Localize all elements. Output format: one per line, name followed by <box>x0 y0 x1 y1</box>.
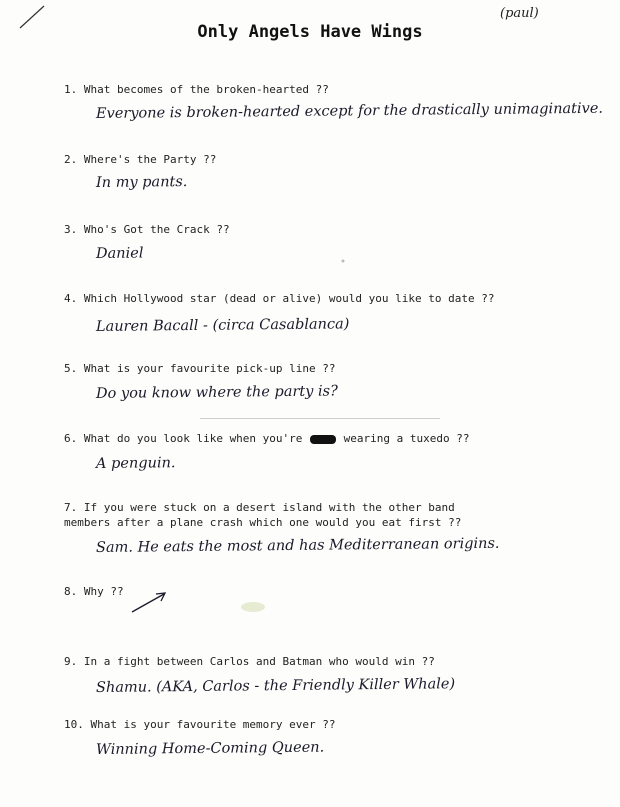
arrow-icon <box>128 588 172 616</box>
answer-5: Do you know where the party is? <box>95 383 338 402</box>
paper-speck <box>340 258 346 264</box>
answer-9: Shamu. (AKA, Carlos - the Friendly Killer Whale) <box>95 676 456 696</box>
question-3: 3. Who's Got the Crack ?? <box>64 223 230 236</box>
question-6-text-end: wearing a tuxedo ?? <box>343 432 470 445</box>
question-1: 1. What becomes of the broken-hearted ?? <box>64 83 329 96</box>
question-8: 8. Why ?? <box>64 585 124 598</box>
answer-4: Lauren Bacall - (circa Casablanca) <box>95 316 350 335</box>
question-6 <box>64 431 584 446</box>
question-10: 10. What is your favourite memory ever ?? <box>64 718 336 731</box>
question-4: 4. Which Hollywood star (dead or alive) would you like to date ?? <box>64 292 495 305</box>
answer-6: A penguin. <box>95 455 176 472</box>
answer-2: In my pants. <box>95 174 188 191</box>
question-9: 9. In a fight between Carlos and Batman who would win ?? <box>64 655 435 668</box>
question-6-text-start: 6. What do you look like when you're <box>64 432 303 445</box>
answer-1: Everyone is broken-hearted except for the drastically unimaginative. <box>95 100 604 122</box>
divider-line <box>200 418 440 419</box>
question-5: 5. What is your favourite pick-up line ?? <box>64 362 336 375</box>
paper-stain <box>238 600 268 614</box>
answer-10: Winning Home-Coming Queen. <box>95 739 325 758</box>
handwritten-name-note: (paul) <box>500 6 539 21</box>
question-2: 2. Where's the Party ?? <box>64 153 217 166</box>
answer-3: Daniel <box>95 245 144 262</box>
answer-7: Sam. He eats the most and has Mediterranean origins. <box>95 535 500 556</box>
redaction-scribble <box>310 435 336 444</box>
page-title: Only Angels Have Wings <box>197 22 423 42</box>
question-7: 7. If you were stuck on a desert island with the other band members after a plane crash which one would you eat first ?? <box>64 501 462 529</box>
